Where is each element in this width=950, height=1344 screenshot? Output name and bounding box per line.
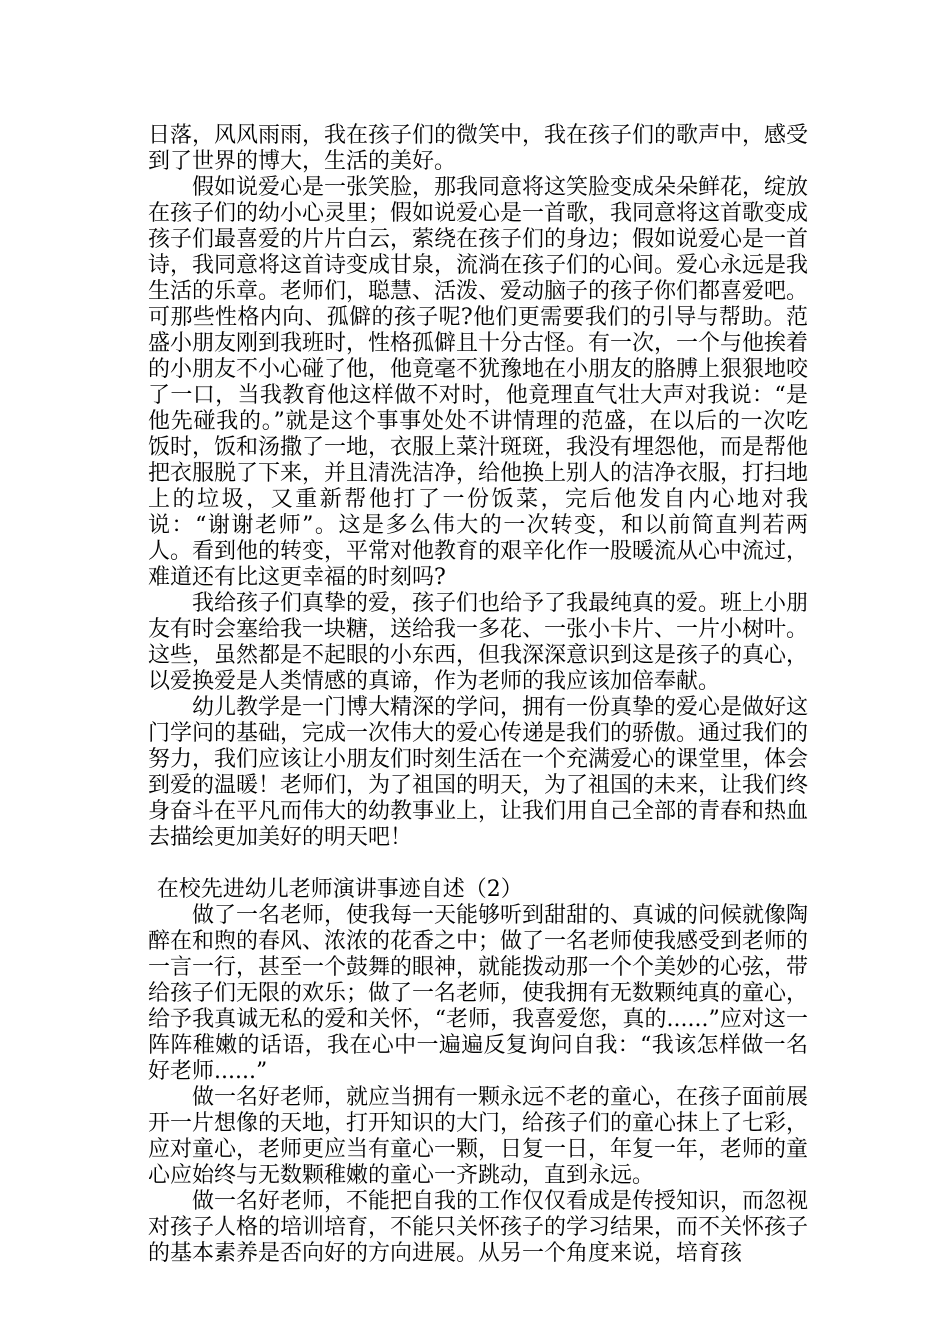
paragraph: 做了一名老师，使我每一天能够听到甜甜的、真诚的问候就像陶醉在和煦的春风、浓浓的花香之中；做了一名老师使我感受到老师的一言一行，甚至一个鼓舞的眼神，就能拨动那一个个美妙的心弦，带给孩子们无限的欢乐；做了一名老师，使我拥有无数颗纯真的童心，给予我真诚无私的爱和关怀，“老师，我喜爱您，真的......”应对这一阵阵稚嫩的话语，我在心中一遍遍反复询问自我：“我该怎样做一名好老师......” [148, 903, 809, 1084]
paragraph: 我给孩子们真挚的爱，孩子们也给予了我最纯真的爱。班上小朋友有时会塞给我一块糖，送给我一多花、一张小卡片、一片小树叶。这些，虽然都是不起眼的小东西，但我深深意识到这是孩子的真心，以爱换爱是人类情感的真谛，作为老师的我应该加倍奉献。 [148, 591, 809, 694]
document-body [148, 123, 808, 1267]
paragraph: 日落，风风雨雨，我在孩子们的微笑中，我在孩子们的歌声中，感受到了世界的博大，生活的美好。 [148, 123, 809, 174]
paragraph: 做一名好老师，就应当拥有一颗永远不老的童心，在孩子面前展开一片想像的天地，打开知识的大门，给孩子们的童心抹上了七彩，应对童心，老师更应当有童心一颗，日复一日，年复一年，老师的童心应始终与无数颗稚嫩的童心一齐跳动，直到永远。 [148, 1085, 809, 1188]
section-title: 在校先进幼儿老师演讲事迹自述（2） [156, 877, 523, 902]
paragraph: 做一名好老师，不能把自我的工作仅仅看成是传授知识，而忽视对孩子人格的培训培育，不能只关怀孩子的学习结果，而不关怀孩子的基本素养是否向好的方向进展。从另一个角度来说，培育孩 [148, 1189, 809, 1266]
paragraph: 假如说爱心是一张笑脸，那我同意将这笑脸变成朵朵鲜花，绽放在孩子们的幼小心灵里；假如说爱心是一首歌，我同意将这首歌变成孩子们最喜爱的片片白云，萦绕在孩子们的身边；假如说爱心是一首诗，我同意将这首诗变成甘泉，流淌在孩子们的心间。爱心永远是我生活的乐章。老师们，聪慧、活泼、爱动脑子的孩子你们都喜爱吧。可那些性格内向、孤僻的孩子呢?他们更需要我们的引导与帮助。范盛小朋友刚到我班时，性格孤僻且十分古怪。有一次，一个与他挨着的小朋友不小心碰了他，他竟毫不犹豫地在小朋友的胳膊上狠狠地咬了一口，当我教育他这样做不对时，他竟理直气壮大声对我说：“是他先碰我的。”就是这个事事处处不讲情理的范盛，在以后的一次吃饭时，饭和汤撒了一地，衣服上菜汁斑斑，我没有埋怨他，而是帮他把衣服脱了下来，并且清洗洁净，给他换上别人的洁净衣服，打扫地上的垃圾，又重新帮他打了一份饭菜，完后他发自内心地对我说：“谢谢老师”。这是多么伟大的一次转变，和以前简直判若两人。看到他的转变，平常对他教育的艰辛化作一股暖流从心中流过，难道还有比这更幸福的时刻吗? [148, 175, 809, 590]
paragraph-gap [148, 851, 808, 877]
paragraph: 幼儿教学是一门博大精深的学问，拥有一份真挚的爱心是做好这门学问的基础，完成一次伟大的爱心传递是我们的骄傲。通过我们的努力，我们应该让小朋友们时刻生活在一个充满爱心的课堂里，体会到爱的温暖！老师们，为了祖国的明天，为了祖国的未来，让我们终身奋斗在平凡而伟大的幼教事业上，让我们用自己全部的青春和热血去描绘更加美好的明天吧！ [148, 695, 809, 850]
